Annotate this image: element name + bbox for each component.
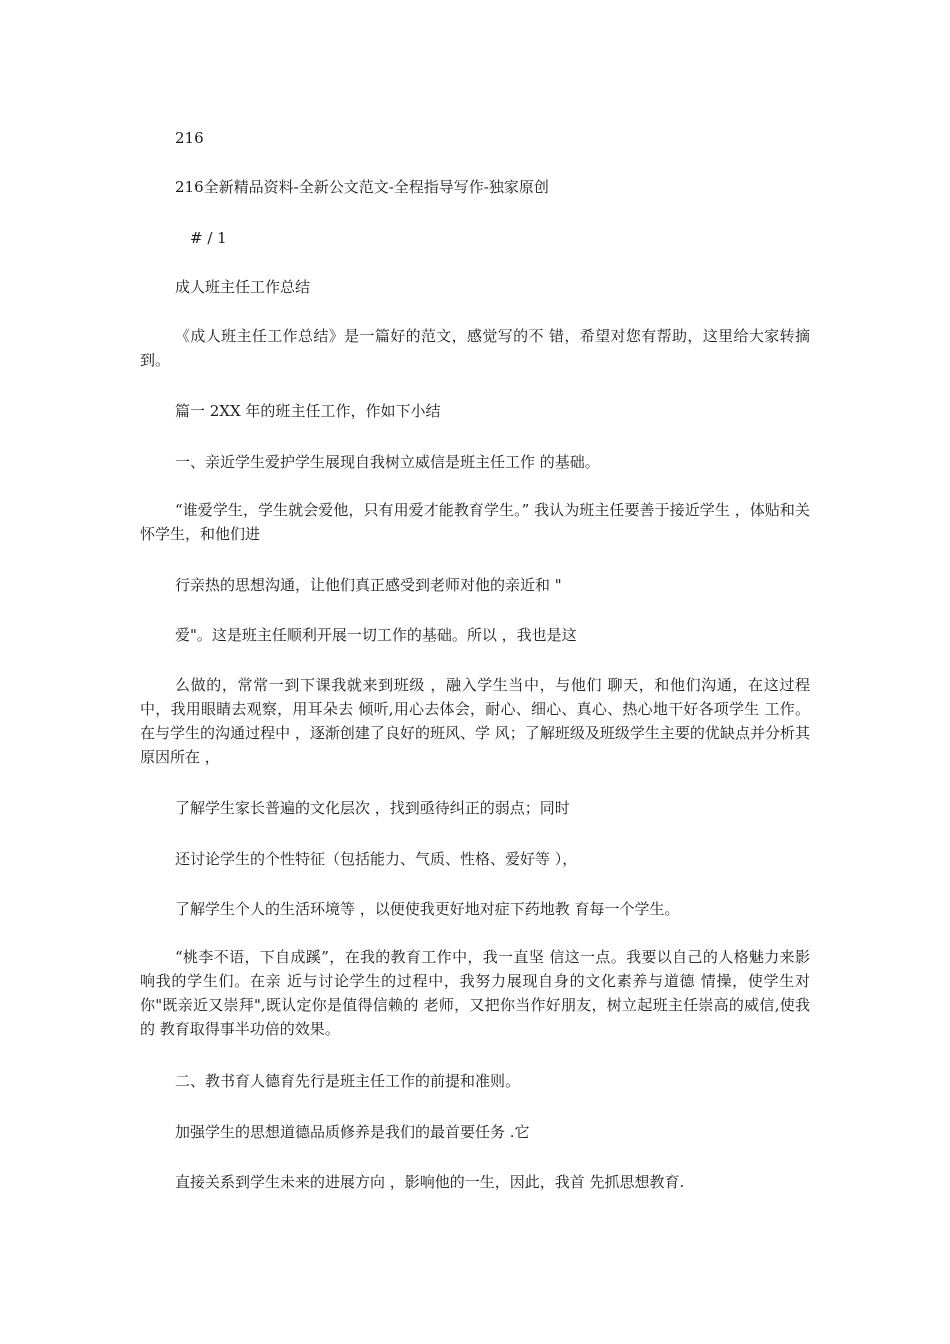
paragraph-line: 爱"。这是班主任顺利开展一切工作的基础。所以 ，我也是这 bbox=[175, 626, 577, 644]
paragraph-intro: 《成人班主任工作总结》是一篇好的范文，感觉写的不 错，希望对您有帮助，这里给大家转摘到。 bbox=[140, 327, 810, 369]
paragraph-line: 行亲热的思想沟通，让他们真正感受到老师对他的亲近和 " bbox=[175, 576, 562, 594]
paragraph-line: 加强学生的思想道德品质修养是我们的最首要任务 .它 bbox=[175, 1123, 530, 1141]
paragraph-line: 了解学生家长普遍的文化层次 ，找到亟待纠正的弱点；同时 bbox=[175, 799, 570, 817]
banner-line: 216全新精品资料-全新公文范文-全程指导写作-独家原创 bbox=[175, 178, 549, 196]
paragraph-body: 么做的，常常一到下课我就来到班级 ，融入学生当中，与他们 聊天，和他们沟通，在这过程中，我用眼睛去观察，用耳朵去 倾听,用心去体会，耐心、细心、真心、热心地干好各项学生 工作。在与学生的沟通过程中 ，逐渐创建了良好的班风、学 风；了解班级及班级学生主要的优缺点并分析其原因所在 ， bbox=[140, 676, 810, 766]
paragraph-body: “桃李不语，下自成蹊”，在我的教育工作中，我一直坚 信这一点。我要以自己的人格魅力来影响我的学生们。在亲 近与讨论学生的过程中，我努力展现自身的文化素养与道德 情操，使学生对你"既亲近又崇拜",既认定你是值得信赖的 老师，又把你当作好朋友，树立起班主任崇高的威信,使我的 教育取得事半功倍的效果。 bbox=[140, 948, 810, 1038]
paragraph-line: 直接关系到学生未来的进展方向 ，影响他的一生，因此，我首 先抓思想教育. bbox=[175, 1173, 685, 1191]
paragraph-line: 了解学生个人的生活环境等 ，以便使我更好地对症下药地教 育每一个学生。 bbox=[175, 900, 680, 918]
paragraph-quote: “谁爱学生，学生就会爱他，只有用爱才能教育学生。” 我认为班主任要善于接近学生 ，体贴和关怀学生，和他们进 bbox=[140, 501, 810, 543]
paragraph-point-one: 一、亲近学生爱护学生展现自我树立威信是班主任工作 的基础。 bbox=[175, 453, 600, 471]
paragraph-section-heading: 篇一 2XX 年的班主任工作，作如下小结 bbox=[175, 402, 441, 420]
document-title: 成人班主任工作总结 bbox=[175, 278, 311, 296]
page-marker: # / 1 bbox=[190, 229, 227, 247]
paragraph-point-two: 二、教书育人德育先行是班主任工作的前提和准则。 bbox=[175, 1072, 521, 1090]
paragraph-line: 还讨论学生的个性特征（包括能力、气质、性格、爱好等 ）， bbox=[175, 850, 578, 868]
top-page-number: 216 bbox=[175, 129, 204, 147]
